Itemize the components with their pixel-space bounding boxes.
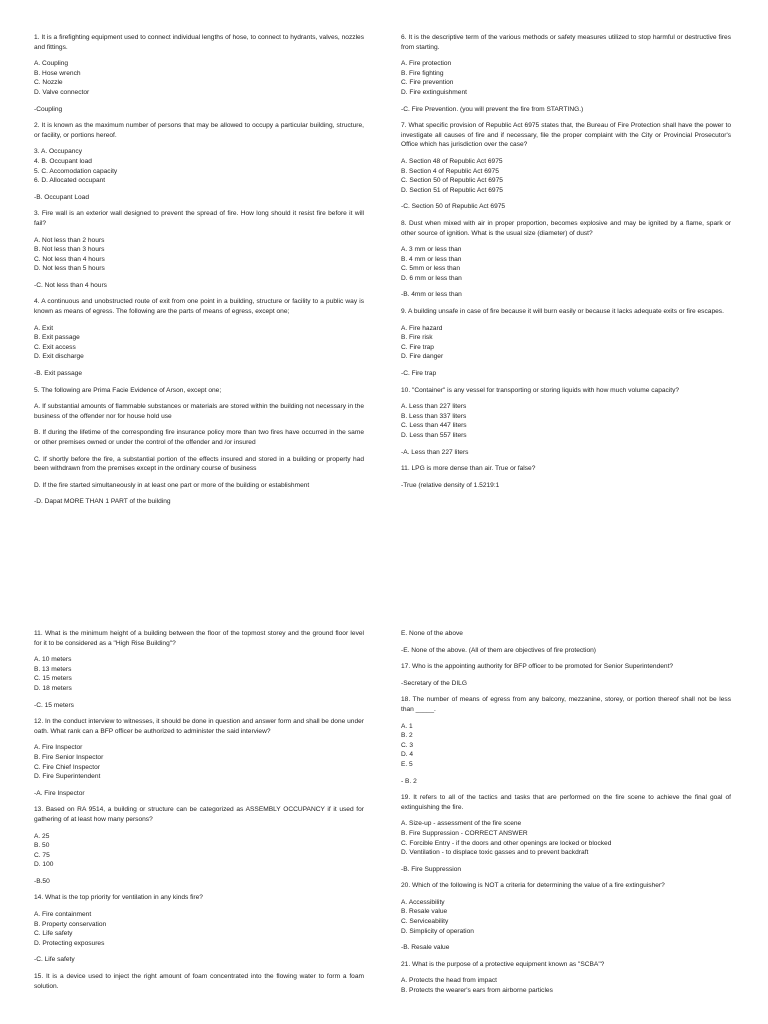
choice-item: C. Life safety	[34, 930, 73, 938]
choice-item: B. Hose wrench	[34, 69, 81, 77]
choice-item: 3. A. Occupancy	[34, 148, 83, 156]
column-left	[34, 629, 364, 998]
answer-text: -Coupling	[34, 105, 63, 113]
page-2	[0, 512, 768, 1024]
choice-item: E. None of the above	[401, 630, 463, 637]
choice-item: B. 4 mm or less than	[401, 255, 462, 263]
choice-item: B. Resale value	[401, 908, 448, 916]
choice-item: C. 3	[401, 741, 414, 749]
choice-list	[401, 976, 731, 995]
question-text: 18. The number of means of egress from any balcony, mezzanine, storey, or portion thereof shall not be less than _____.	[401, 696, 731, 713]
choice-item: C. Fire trap	[401, 343, 434, 351]
choice-list	[401, 898, 731, 936]
choice-item: D. Ventilation - to displace toxic gasses and to prevent backdraft	[401, 849, 589, 857]
question-text: 17. Who is the appointing authority for BFP officer to be promoted for Senior Superintendent?	[401, 663, 674, 671]
choice-item: D. Simplicity of operation	[401, 927, 474, 935]
choice-item: A. Size-up - assessment of the fire scene	[401, 820, 522, 828]
choice-item: A. 25	[34, 832, 50, 840]
question-text: 13. Based on RA 9514, a building or structure can be categorized as ASSEMBLY OCCUPANCY if it used for gathering of at least how many persons?	[34, 806, 364, 823]
choice-item: D. 4	[401, 751, 414, 759]
column-left	[34, 33, 364, 512]
choice-item: B. Fire fighting	[401, 69, 444, 77]
choice-item: D. Fire Superintendent	[34, 773, 101, 781]
choice-item: D. Not less than 5 hours	[34, 265, 105, 273]
question-text: C. If shortly before the fire, a substantial portion of the effects insured and stored in a building or property had been withdrawn from the premises except in the ordinary course of business	[34, 455, 364, 473]
choice-item: C. Exit access	[34, 343, 76, 351]
answer-text: -C. Fire Prevention. (you will prevent the fire from STARTING.)	[401, 105, 584, 113]
choice-item: B. 2	[401, 732, 413, 740]
choice-item: C. Fire prevention	[401, 79, 454, 87]
choice-item: B. Fire risk	[401, 334, 433, 342]
question-text: 21. What is the purpose of a protective equipment known as "SCBA"?	[401, 960, 605, 968]
choice-item: C. Fire Chief Inspector	[34, 763, 100, 771]
question-text: 1. It is a firefighting equipment used to connect individual lengths of hose, to connect to hydrants, valves, nozzles and fittings.	[34, 34, 364, 51]
choice-item: D. Valve connector	[34, 88, 90, 96]
choice-item: C. Less than 447 liters	[401, 422, 467, 430]
question-text: 7. What specific provision of Republic Act 6975 states that, the Bureau of Fire Protection shall have the power to investigate all causes of fire and if necessary, file the proper complaint with the City or Provincial Prosecutor's Office which has jurisdiction over the case?	[401, 122, 731, 149]
answer-text: -C. 15 meters	[34, 701, 74, 709]
choice-list	[401, 59, 731, 97]
choice-list	[401, 722, 731, 770]
question-text: D. If the fire started simultaneously in at least one part or more of the building or establishment	[34, 481, 310, 489]
answer-text: -D. Dapat MORE THAN 1 PART of the building	[34, 498, 171, 506]
choice-list	[401, 819, 731, 857]
answer-text: -True (relative density of 1.5219:1	[401, 481, 500, 489]
choice-item: C. Not less than 4 hours	[34, 255, 105, 263]
question-text: 3. Fire wall is an exterior wall designed to prevent the spread of fire. How long should it resist fire before it will fail?	[34, 210, 364, 227]
choice-item: A. Fire Inspector	[34, 744, 83, 752]
answer-text: -B. 4mm or less than	[401, 291, 462, 299]
question-text: 5. The following are Prima Facie Evidence of Arson, except one;	[34, 386, 222, 394]
choice-item: C. Nozzle	[34, 79, 63, 87]
choice-item: 5. C. Accomodation capacity	[34, 167, 118, 175]
choice-list	[401, 629, 731, 639]
choice-list	[34, 743, 364, 781]
choice-list	[34, 147, 364, 185]
answer-text: -C. Section 50 of Republic Act 6975	[401, 203, 506, 211]
choice-item: A. 1	[401, 722, 413, 730]
question-text: 15. It is a device used to inject the right amount of foam concentrated into the flowing water to form a foam solution.	[34, 973, 364, 990]
answer-text: -C. Fire trap	[401, 370, 437, 378]
choice-item: D. Less than 557 liters	[401, 432, 467, 439]
choice-item: A. Fire protection	[401, 60, 452, 68]
choice-item: B. Fire Senior Inspector	[34, 753, 104, 761]
choice-item: C. 5mm or less than	[401, 265, 460, 273]
choice-list	[401, 245, 731, 283]
answer-text: -B. Exit passage	[34, 370, 83, 378]
choice-item: D. 100	[34, 861, 54, 869]
choice-list	[401, 157, 731, 195]
choice-item: A. 10 meters	[34, 656, 72, 664]
choice-item: A. Exit	[34, 324, 54, 332]
choice-list	[34, 59, 364, 97]
answer-text: -B. Resale value	[401, 944, 450, 952]
choice-list	[401, 402, 731, 440]
answer-text: -B.50	[34, 877, 50, 885]
choice-item: D. Fire extinguishment	[401, 88, 467, 96]
choice-item: D. 6 mm or less than	[401, 274, 462, 282]
choice-list	[34, 655, 364, 693]
choice-item: E. 5	[401, 760, 413, 768]
question-text: A. If substantial amounts of flammable substances or materials are stored within the building not necessary in the business of the offender nor for house hold use	[34, 403, 364, 420]
choice-item: A. Fire containment	[34, 911, 92, 919]
choice-list	[34, 832, 364, 870]
answer-text: -B. Fire Suppression	[401, 865, 462, 873]
choice-item: B. 50	[34, 842, 50, 850]
choice-item: A. Less than 227 liters	[401, 403, 467, 411]
choice-list	[34, 910, 364, 948]
answer-text: -Secretary of the DILG	[401, 679, 467, 687]
choice-item: A. Accessibility	[401, 898, 445, 906]
choice-item: 4. B. Occupant load	[34, 157, 92, 165]
question-text: 11. What is the minimum height of a building between the floor of the topmost storey and the ground floor level for it to be considered as a "High Rise Building"?	[34, 630, 364, 647]
choice-list	[34, 236, 364, 274]
choice-item: D. Protecting exposures	[34, 939, 105, 947]
choice-item: C. Section 50 of Republic Act 6975	[401, 177, 503, 185]
answer-text: -B. Occupant Load	[34, 193, 89, 201]
question-text: 14. What is the top priority for ventilation in any kinds fire?	[34, 894, 203, 902]
choice-item: B. Protects the wearer's ears from airborne particles	[401, 987, 553, 995]
choice-item: D. 18 meters	[34, 684, 72, 692]
choice-item: C. 15 meters	[34, 675, 72, 683]
question-text: 6. It is the descriptive term of the various methods or safety measures utilized to stop harmful or destructive fires from starting.	[401, 34, 731, 51]
question-text: 2. It is known as the maximum number of persons that may be allowed to occupy a particular building, structure, or facility, or portions hereof.	[34, 122, 364, 139]
answer-text: -C. Life safety	[34, 956, 75, 964]
question-text: 10. "Container" is any vessel for transporting or storing liquids with how much volume capacity?	[401, 386, 680, 394]
choice-item: B. Less than 337 liters	[401, 412, 467, 420]
column-right	[401, 629, 731, 1003]
choice-list	[401, 324, 731, 362]
question-text: 9. A building unsafe in case of fire because it will burn easily or because it lacks adequate exits or fire escapes.	[401, 308, 724, 316]
answer-text: -C. Not less than 4 hours	[34, 281, 107, 289]
choice-item: 6. D. Allocated occupant	[34, 177, 106, 185]
question-text: 4. A continuous and unobstructed route of exit from one point in a building, structure or facility to a public way is known as means of egress. The following are the parts of means of egress, except one;	[34, 298, 364, 316]
choice-item: A. Coupling	[34, 60, 69, 68]
choice-item: B. Exit passage	[34, 334, 80, 342]
choice-item: A. Protects the head from impact	[401, 977, 498, 985]
column-right	[401, 33, 731, 497]
choice-item: A. Fire hazard	[401, 324, 443, 332]
choice-item: B. Section 4 of Republic Act 6975	[401, 167, 499, 175]
choice-item: B. Fire Suppression - CORRECT ANSWER	[401, 829, 528, 837]
choice-item: D. Fire danger	[401, 353, 444, 361]
choice-item: B. Not less than 3 hours	[34, 246, 105, 254]
answer-text: -A. Fire Inspector	[34, 789, 85, 797]
choice-item: B. Property conservation	[34, 920, 107, 928]
choice-item: C. Serviceability	[401, 918, 449, 926]
choice-item: D. Section 51 of Republic Act 6975	[401, 186, 503, 194]
choice-item: A. Section 48 of Republic Act 6975	[401, 157, 503, 165]
question-text: 11. LPG is more dense than air. True or false?	[401, 465, 536, 473]
question-text: 8. Dust when mixed with air in proper proportion, becomes explosive and may be ignited by a flame, spark or other source of ignition. What is the usual size (diameter) of dust?	[401, 219, 731, 237]
choice-item: C. Forcible Entry - if the doors and other openings are locked or blocked	[401, 839, 612, 847]
question-text: 20. Which of the following is NOT a criteria for determining the value of a fire extinguisher?	[401, 882, 665, 890]
choice-item: A. Not less than 2 hours	[34, 236, 105, 244]
choice-item: A. 3 mm or less than	[401, 246, 462, 254]
choice-item: C. 75	[34, 851, 50, 859]
question-text: 19. It refers to all of the tactics and tasks that are performed on the fire scene to achieve the final goal of extinguishing the fire.	[401, 794, 731, 811]
question-text: B. If during the lifetime of the corresponding fire insurance policy more than two fires have occurred in the same or other premises owned or under the control of the offender and /or insured	[34, 429, 364, 446]
choice-item: D. Exit discharge	[34, 353, 84, 361]
answer-text: -E. None of the above. (All of them are objectives of fire protection)	[401, 646, 596, 654]
choice-item: B. 13 meters	[34, 665, 72, 673]
choice-list	[34, 324, 364, 362]
answer-text: -A. Less than 227 liters	[401, 448, 469, 456]
answer-text: - B. 2	[401, 777, 417, 785]
question-text: 12. In the conduct interview to witnesses, it should be done in question and answer form and shall be done under oath. What rank can a BFP officer be authorized to administer the said interview?	[34, 718, 364, 735]
